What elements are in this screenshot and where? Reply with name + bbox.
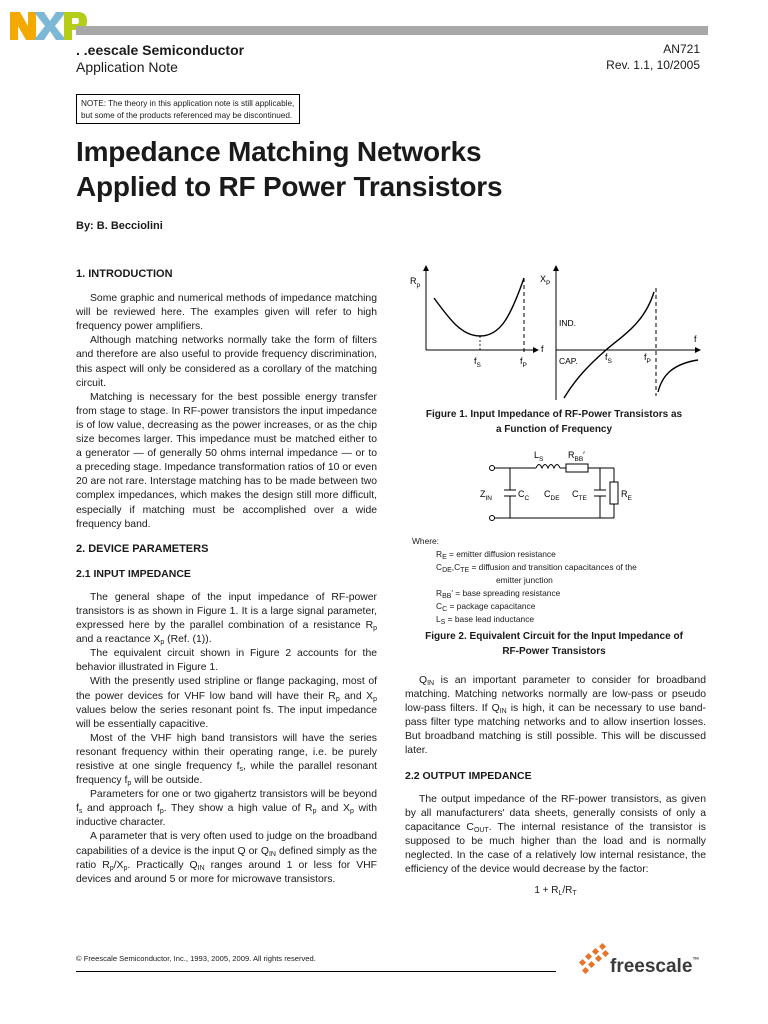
document-revision: Rev. 1.1, 10/2005 <box>606 58 700 72</box>
label-cte: $C_{TE}$ <box>572 489 587 502</box>
xp-tick-fp: $f_P$ <box>644 352 651 365</box>
paragraph: A parameter that is very often used to judge on the broadband capabilities of a device is the input Q or $Q_{IN}$ defined simply as the ratio $R_p/X_p$. Practically $Q_{IN}$ ranges around 1 or less for VHF devices and around 5 or more for microwave transistors. <box>76 831 378 885</box>
input-terminal-top <box>490 466 495 471</box>
figure-1-caption <box>400 407 708 437</box>
section-heading: 2. DEVICE PARAMETERS <box>76 542 209 555</box>
xp-curve-low <box>564 292 654 398</box>
figure-1-plots <box>400 260 708 402</box>
author-byline: By: B. Becciolini <box>76 220 163 232</box>
xp-y-label: $X_P$ <box>540 274 551 287</box>
paragraph: Although matching networks normally take the form of filters and therefore are also useful to provide frequency discrimination, this aspect will only be considered as a corollary of the matching circuit. <box>76 335 377 389</box>
inductor-ls <box>536 465 560 469</box>
caption-line: Figure 1. Input Impedance of RF-Power Transistors as <box>425 409 683 420</box>
xp-x-label: f <box>694 334 697 344</box>
resistor-rbb <box>566 464 588 472</box>
paragraph: The equivalent circuit shown in Figure 2 accounts for the behavior illustrated in Figure 1. <box>76 648 377 674</box>
freescale-wordmark: freescale™ <box>610 956 700 977</box>
paragraph: The general shape of the input impedance of RF-power transistors is as shown in Figure 1. It is a large signal parameter, expressed here by the parallel combination of a resistance $R_p$ and a reactance $X_p$ (Ref. (1)). <box>76 591 377 647</box>
company-name: . .eescale Semiconductor <box>76 42 245 58</box>
title-line: Impedance Matching Networks <box>76 136 482 167</box>
legend-item: $C_{DE},C_{TE}$ = diffusion and transition capacitances of the <box>436 562 637 574</box>
paragraph: With the presently used stripline or flange packaging, most of the power devices for VHF low band will have their $R_p$ and $X_p$ values below the series resonant point fs. The input impedance will be essentially capacitive. <box>76 676 377 730</box>
document-title <box>76 134 502 204</box>
svg-text:NXP: NXP <box>8 8 11 9</box>
paragraph: The output impedance of the RF-power transistors, as given by all manufacturers' data sheets, generally consists of only a capacitance $C_{OUT}$. The internal resistance of the transistor is supposed to be much higher than the load and is normally neglected. In the case of a relatively low internal resistance, the efficiency of the device would decrease by the factor: <box>405 793 706 876</box>
legend-item: $L_S$ = base lead inductance <box>436 614 535 626</box>
document-number: AN721 <box>663 42 700 56</box>
rp-plot <box>410 266 544 369</box>
section-heading: 1. INTRODUCTION <box>76 268 173 280</box>
rp-tick-fs: $f_S$ <box>474 356 481 369</box>
caption-line: Figure 2. Equivalent Circuit for the Input Impedance of <box>425 631 683 642</box>
label-re: $R_E$ <box>621 489 632 502</box>
legend-item-continuation: emitter junction <box>496 575 553 585</box>
label-cc: $C_C$ <box>518 489 530 502</box>
subsection-heading: 2.1 INPUT IMPEDANCE <box>76 567 191 580</box>
xp-region-inductive: IND. <box>559 318 576 328</box>
label-cde: $C_{DE}$ <box>544 489 560 502</box>
rp-y-label: $R_p$ <box>410 276 421 289</box>
rp-tick-fp: $f_P$ <box>520 356 527 369</box>
title-line: Applied to RF Power Transistors <box>76 171 503 202</box>
legend-item: $R_E$ = emitter diffusion resistance <box>436 549 556 561</box>
copyright-notice: © Freescale Semiconductor, Inc., 1993, 2005, 2009. All rights reserved. <box>76 954 316 963</box>
discontinued-note <box>76 94 300 124</box>
document-type: Application Note <box>76 59 178 75</box>
header-bar <box>76 26 708 35</box>
rp-curve <box>434 278 524 336</box>
label-zin: $Z_{IN}$ <box>480 489 492 502</box>
rp-x-label: f <box>541 344 544 354</box>
legend-item: $C_C$ = package capacitance <box>436 601 536 613</box>
left-column <box>76 267 377 887</box>
xp-plot <box>540 266 700 400</box>
figure-2-circuit <box>476 446 656 530</box>
xp-region-capacitive: CAP. <box>559 356 578 366</box>
right-column <box>405 674 706 898</box>
paragraph: Some graphic and numerical methods of impedance matching will be reviewed here. The examples given will refer to high frequency power amplifiers. <box>76 293 377 333</box>
label-rbb: $R_{BB}'$ <box>568 450 585 463</box>
figure-2-legend <box>412 535 637 626</box>
figure-2-caption <box>400 629 708 659</box>
footer-rule <box>76 971 556 972</box>
xp-curve-high <box>658 360 698 392</box>
note-line: NOTE: The theory in this application note is still applicable, <box>81 99 295 108</box>
caption-line: RF-Power Transistors <box>502 646 606 657</box>
xp-tick-fs: $f_S$ <box>605 352 612 365</box>
label-ls: $L_S$ <box>534 450 544 463</box>
paragraph: $Q_{IN}$ is an important parameter to consider for broadband matching. Matching networks normally are low-pass or pseudo low-pass filters. If $Q_{IN}$ is high, it can be necessary to use band-pass filter type matching networks and to allow insertion losses. But broadband matching is still possible. This will be discussed later. <box>405 675 706 757</box>
note-line: but some of the products referenced may be discontinued. <box>81 111 293 120</box>
paragraph: Most of the VHF high band transistors will have the series resonant frequency within their operating range, i.e. be purely resistive at one single frequency $f_s$, while the parallel resonant frequency $f_p$ will be outside. <box>76 732 377 788</box>
freescale-logo <box>578 942 714 978</box>
legend-where: Where: <box>412 536 439 546</box>
subsection-heading: 2.2 OUTPUT IMPEDANCE <box>405 769 532 782</box>
paragraph: Parameters for one or two gigahertz transistors will be beyond $f_s$ and approach $f_p$. They show a high value of $R_p$ and $X_p$ with inductive character. <box>76 789 377 829</box>
resistor-re <box>610 482 618 504</box>
efficiency-equation: $1 + R_L/R_T$ <box>534 885 577 898</box>
paragraph: Matching is necessary for the best possible energy transfer from stage to stage. In RF-power transistors the input impedance is of low value, decreasing as the power increases, or as the chip size becomes larger. This impedance must be matched either to a generator — of generally 50 ohms internal impedance — or to a preceding stage. Impedance transformation ratios of 10 or even 20 are not rare. Interstage matching has to be made between two complex impedances, which makes the design still more difficult, especially if matching must be accomplished over a wide frequency band. <box>76 391 377 530</box>
caption-line: a Function of Frequency <box>495 424 613 435</box>
legend-item: $R_{BB}'$ = base spreading resistance <box>436 588 561 600</box>
input-terminal-bottom <box>490 516 495 521</box>
